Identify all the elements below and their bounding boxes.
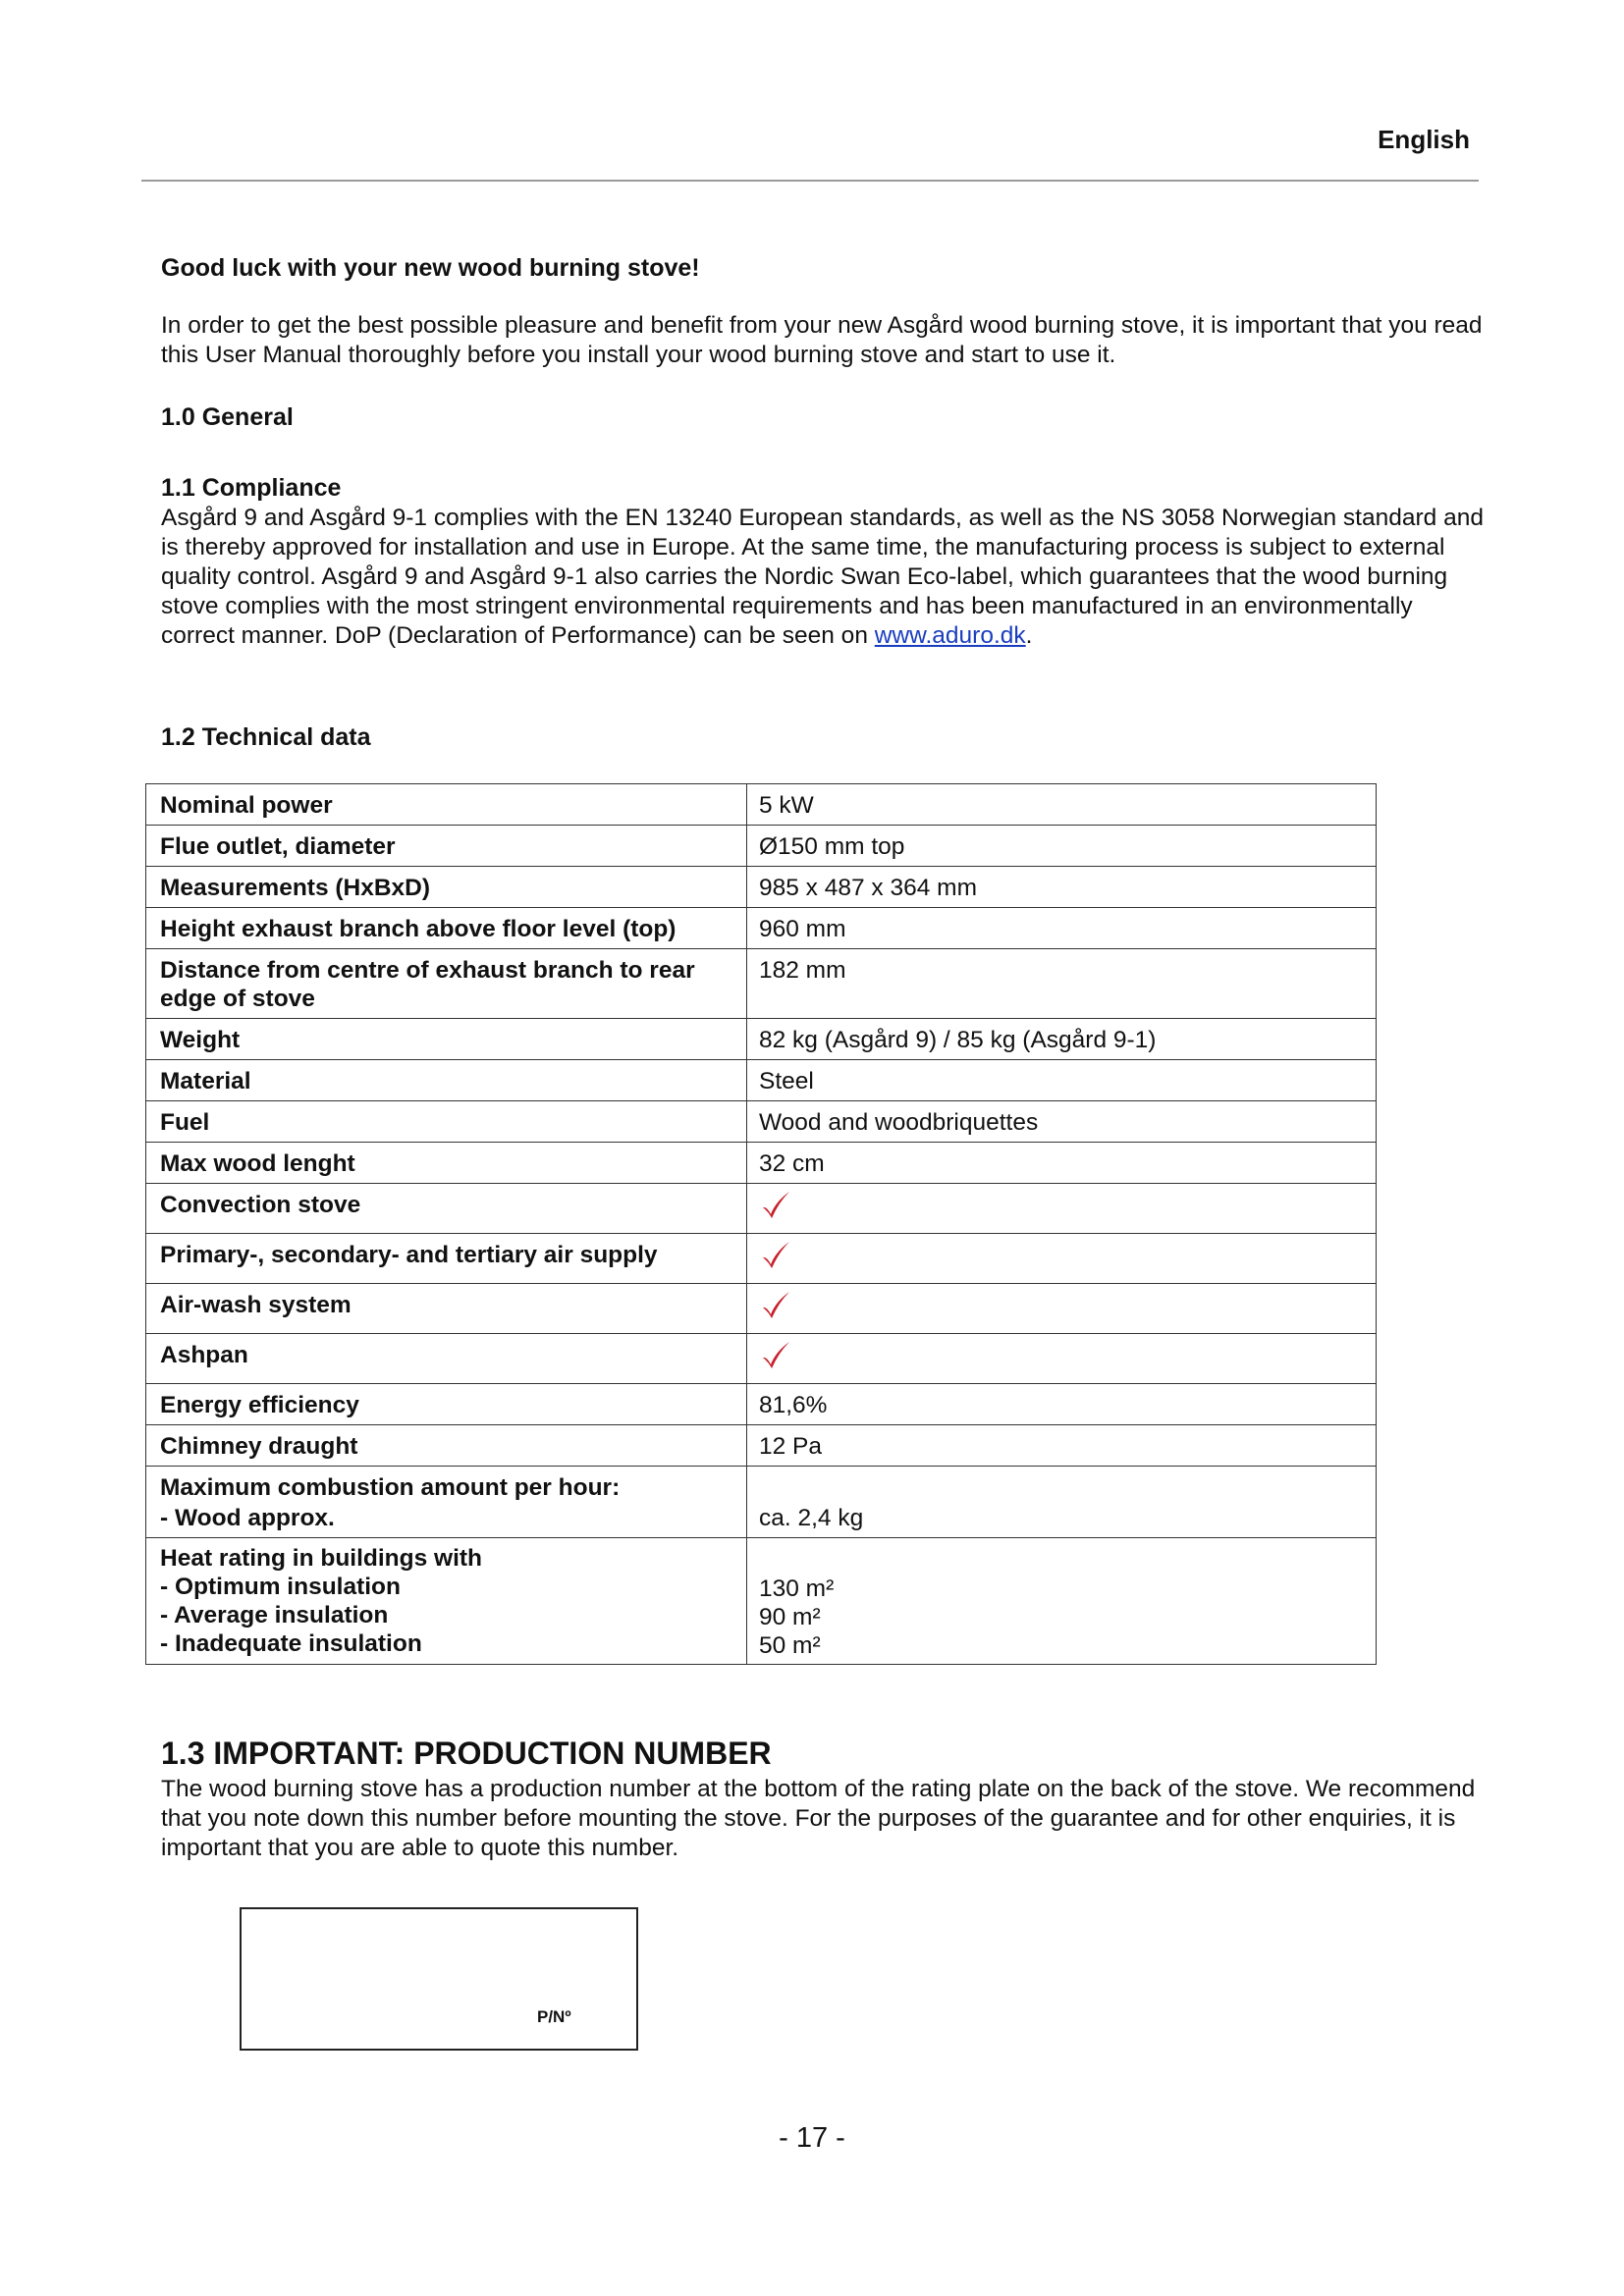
table-key-cell: Chimney draught [146,1425,747,1467]
table-key-cell: Convection stove [146,1184,747,1234]
table-key-cell: Material [146,1060,747,1101]
compliance-text: Asgård 9 and Asgård 9-1 complies with the EN 13240 European standards, as well as the NS 3058 Norwegian standard and is thereby approved for installation and use in Europe. At the same time, the manufacturing process is subject to external quality control. Asgård 9 and Asgård 9-1 also carries the Nordic Swan Eco-label, which guarantees that the wood burning stove complies with the most stringent environmental requirements and has been manufactured in an environmentally correct manner. DoP (Declaration of Performance) can be seen on [161,505,1484,649]
table-value-cell: 12 Pa [747,1425,1377,1467]
table-key-cell: Max wood lenght [146,1143,747,1184]
table-key-cell: Height exhaust branch above floor level (top) [146,908,747,949]
table-value-cell: Steel [747,1060,1377,1101]
production-number-box [240,1907,638,2051]
table-row [146,1425,1377,1467]
table-row [146,1384,1377,1425]
section-technical-heading: 1.2 Technical data [161,723,371,751]
table-row [146,1019,1377,1060]
table-key-cell: Flue outlet, diameter [146,826,747,867]
table-value-cell: Wood and woodbriquettes [747,1101,1377,1143]
section-compliance-heading: 1.1 Compliance [161,474,342,502]
page-number: - 17 - [779,2122,845,2154]
table-row [146,1143,1377,1184]
table-value-cell: 82 kg (Asgård 9) / 85 kg (Asgård 9-1) [747,1019,1377,1060]
header-divider [141,180,1479,182]
compliance-paragraph [161,504,1487,651]
table-value-cell [747,1538,1377,1665]
table-row-heating [146,1538,1377,1665]
table-key-cell [146,1538,747,1665]
section-general-heading: 1.0 General [161,403,294,431]
table-key-cell: Distance from centre of exhaust branch to rear edge of stove [146,949,747,1019]
table-row [146,949,1377,1019]
table-key-cell: Fuel [146,1101,747,1143]
table-key-cell: Energy efficiency [146,1384,747,1425]
table-row [146,826,1377,867]
table-key-cell: Nominal power [146,784,747,826]
checkmark-icon [759,1188,792,1221]
table-value-cell [747,1334,1377,1384]
table-key-cell: Measurements (HxBxD) [146,867,747,908]
table-row [146,1234,1377,1284]
table-row [146,1334,1377,1384]
table-value-cell: 5 kW [747,784,1377,826]
technical-data-table [145,783,1377,1665]
table-row [146,1284,1377,1334]
heating-item-value: 50 m² [759,1632,821,1659]
table-row [146,1101,1377,1143]
section-production-heading: 1.3 IMPORTANT: PRODUCTION NUMBER [161,1735,772,1771]
table-value-cell [747,1184,1377,1234]
heating-item-value: 130 m² [759,1575,835,1602]
heating-item-label: - Optimum insulation [160,1574,401,1600]
table-value-cell: 182 mm [747,949,1377,1019]
heating-item-label: - Average insulation [160,1602,389,1629]
heating-label: Heat rating in buildings with [160,1545,483,1572]
table-row [146,908,1377,949]
table-value-cell: 960 mm [747,908,1377,949]
table-value-cell [747,1284,1377,1334]
combustion-sub-label: - Wood approx. [160,1505,335,1531]
table-key-cell: Ashpan [146,1334,747,1384]
checkmark-icon [759,1288,792,1321]
table-key-cell: Weight [146,1019,747,1060]
table-key-cell: Air-wash system [146,1284,747,1334]
table-value-cell: 32 cm [747,1143,1377,1184]
table-value-cell: 985 x 487 x 364 mm [747,867,1377,908]
production-paragraph: The wood burning stove has a production number at the bottom of the rating plate on the back of the stove. We recommend that you note down this number before mounting the stove. For the purposes of the guarantee and for other enquiries, it is important that you are able to quote this number. [161,1776,1476,1861]
table-value-cell [747,1234,1377,1284]
table-value-cell [747,1467,1377,1538]
table-key-cell [146,1467,747,1538]
combustion-label: Maximum combustion amount per hour: [160,1474,621,1501]
technical-data-body [146,784,1377,1665]
intro-paragraph: In order to get the best possible pleasure and benefit from your new Asgård wood burning stove, it is important that you read this User Manual thoroughly before you install your wood burning stove and start to use it. [161,312,1483,368]
checkmark-icon [759,1338,792,1371]
heating-item-label: - Inadequate insulation [160,1630,422,1657]
table-key-cell: Primary-, secondary- and tertiary air supply [146,1234,747,1284]
aduro-link[interactable]: www.aduro.dk [874,622,1026,649]
table-value-cell: 81,6% [747,1384,1377,1425]
production-number-label: P/Nº [537,2007,571,2026]
heating-item-value: 90 m² [759,1604,821,1630]
table-row [146,784,1377,826]
language-label: English [1378,125,1470,154]
table-value-cell: Ø150 mm top [747,826,1377,867]
table-row [146,1060,1377,1101]
checkmark-icon [759,1238,792,1271]
intro-heading: Good luck with your new wood burning stove! [161,254,700,282]
table-row [146,867,1377,908]
table-row [146,1184,1377,1234]
compliance-text-end: . [1025,622,1033,649]
combustion-value: ca. 2,4 kg [759,1505,864,1531]
table-row-combustion [146,1467,1377,1538]
